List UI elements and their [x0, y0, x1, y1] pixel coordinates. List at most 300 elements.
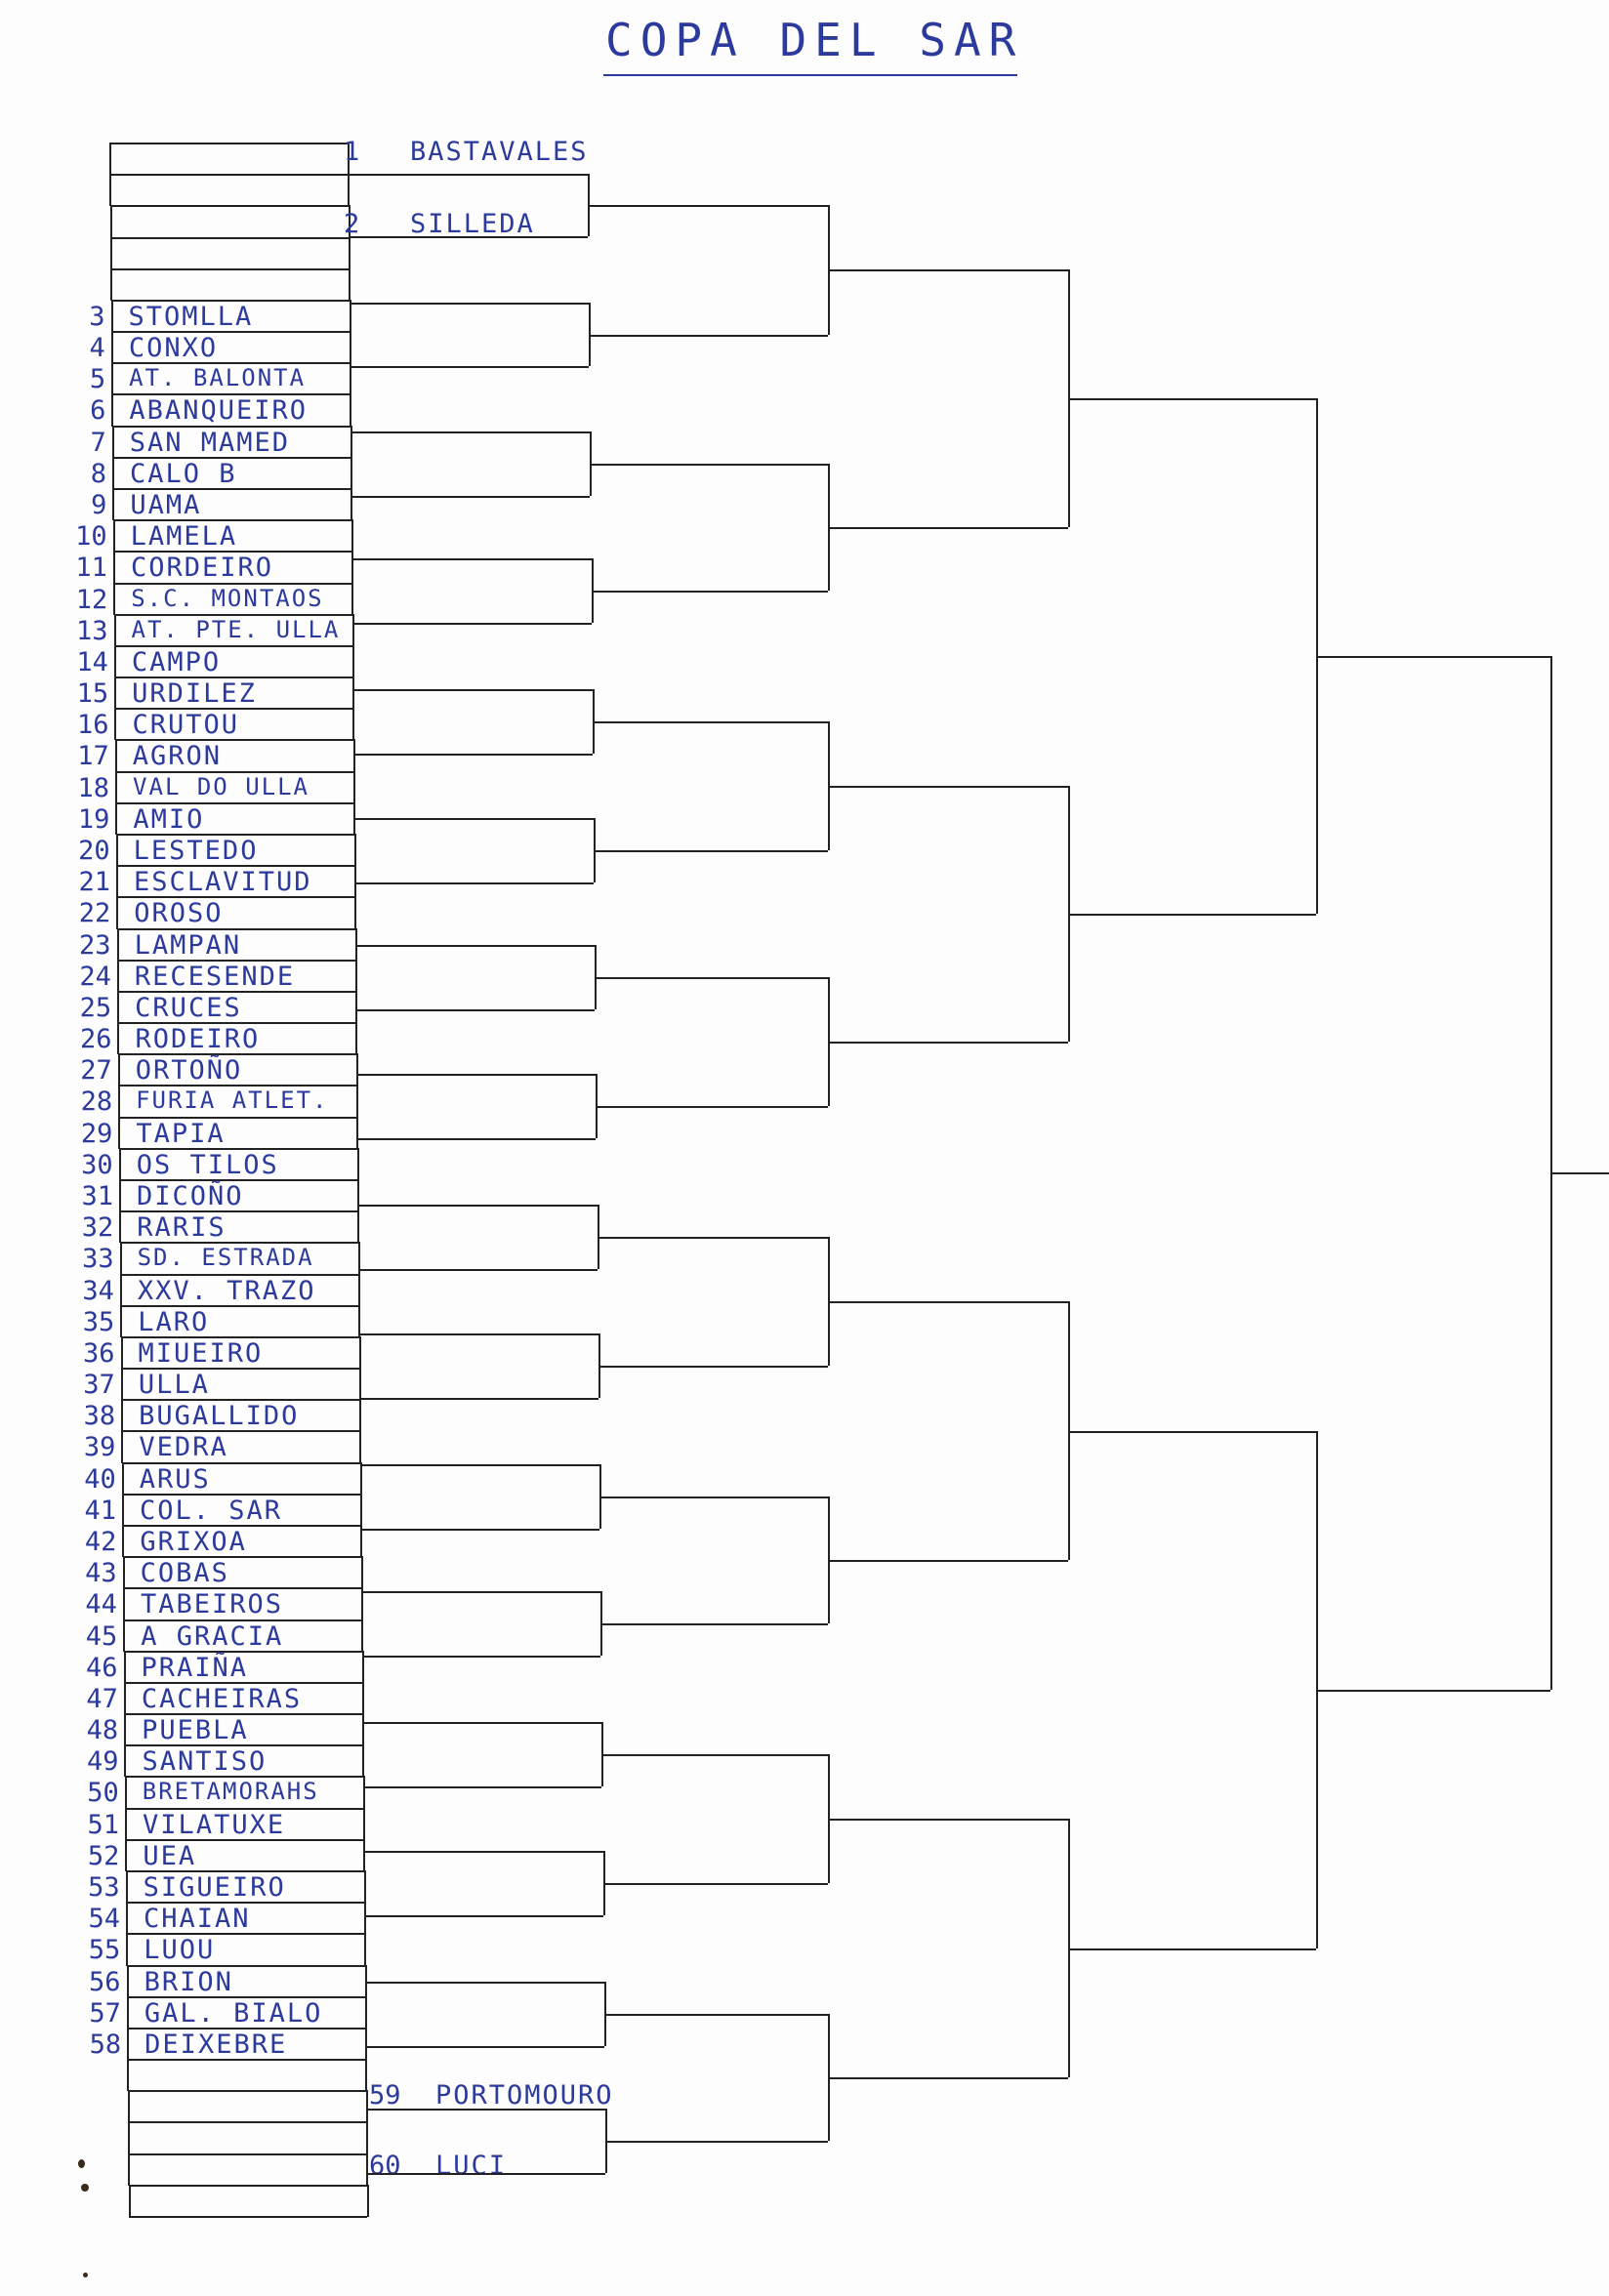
entry-number: 35 [82, 1306, 115, 1337]
grid-left-edge [119, 1210, 121, 1243]
bracket-r1-line [366, 2109, 605, 2111]
bracket-line [828, 2077, 1068, 2079]
entry-number: 49 [86, 1746, 119, 1778]
entry-number: 55 [88, 1935, 121, 1966]
team-name: RECESENDE [134, 961, 296, 992]
entry-number: 16 [76, 710, 109, 741]
bracket-line [601, 1754, 828, 1756]
entry-number: 10 [75, 521, 107, 553]
grid-row-line [128, 2153, 366, 2155]
entry-number: 43 [85, 1558, 117, 1589]
grid-left-edge [121, 1336, 123, 1369]
entry-number: 3 [89, 301, 105, 332]
grid-right-edge [363, 1839, 365, 1871]
team-name: SILLEDA [410, 209, 535, 239]
entry-number: 42 [84, 1527, 117, 1557]
bracket-line [828, 786, 1068, 788]
grid-right-edge [362, 1744, 364, 1777]
entry-number: 34 [82, 1275, 114, 1306]
entry-number: 8 [90, 458, 107, 489]
team-name: PRAIÑA [141, 1652, 249, 1683]
bracket-line [828, 1042, 1068, 1044]
grid-left-edge [114, 645, 116, 677]
team-name: RARIS [137, 1212, 227, 1244]
entry-number: 11 [75, 553, 107, 584]
team-name: LESTEDO [133, 836, 259, 866]
grid-left-edge [112, 426, 114, 458]
bracket-r1-line [360, 1464, 599, 1466]
bracket-r1-line [355, 1009, 595, 1011]
grid-right-edge [360, 1462, 362, 1495]
grid-right-edge [359, 1430, 361, 1462]
page-title: COPA DEL SAR [605, 14, 1024, 66]
entry-number: 53 [88, 1872, 120, 1903]
grid-right-edge [356, 1053, 358, 1086]
grid-right-edge [355, 991, 357, 1023]
grid-left-edge [128, 2090, 130, 2122]
grid-row-line [129, 2216, 367, 2218]
team-name: STOMLLA [128, 301, 254, 332]
bracket-line [592, 591, 828, 593]
grid-left-edge [114, 614, 116, 646]
entry-number: 57 [89, 1997, 121, 2029]
grid-left-edge [121, 1430, 123, 1462]
team-name: COBAS [140, 1558, 229, 1589]
bracket-line [828, 527, 1068, 529]
team-name: FURIA ATLET. [136, 1086, 329, 1115]
paper-mark [83, 2273, 88, 2277]
grid-left-edge [127, 2059, 129, 2091]
grid-left-edge [118, 1053, 120, 1086]
grid-left-edge [114, 676, 116, 709]
grid-right-edge [363, 1776, 365, 1808]
grid-right-edge [367, 2185, 369, 2217]
entry-number: 54 [88, 1904, 120, 1935]
bracket-line [828, 1819, 1068, 1821]
bracket-line [828, 269, 1068, 271]
grid-left-edge [122, 1525, 124, 1557]
bracket-r1-line [350, 303, 590, 305]
grid-left-edge [110, 237, 112, 269]
grid-right-edge [352, 645, 354, 677]
entry-number: 31 [81, 1181, 113, 1211]
grid-right-edge [349, 268, 351, 301]
team-name: CHAIAN [143, 1904, 251, 1935]
entry-number: 41 [84, 1495, 117, 1526]
grid-row-line [110, 237, 349, 239]
bracket-r1-line [348, 174, 588, 176]
bracket-line [828, 1301, 1068, 1303]
team-name: AT. BALONTA [129, 364, 307, 392]
bracket-r1-line [362, 1656, 601, 1658]
bracket-r1-line [365, 1982, 604, 1984]
bracket-r1-line [357, 1138, 597, 1140]
grid-left-edge [120, 1305, 122, 1337]
bracket-r1-line [355, 945, 595, 947]
grid-left-edge [118, 1085, 120, 1117]
grid-left-edge [116, 896, 118, 928]
team-name: LUOU [144, 1935, 216, 1966]
grid-left-edge [117, 928, 119, 961]
entry-number: 60 [369, 2151, 401, 2181]
grid-row-line [128, 2090, 366, 2092]
grid-right-edge [355, 960, 357, 992]
grid-right-edge [351, 519, 353, 552]
grid-right-edge [351, 457, 352, 489]
entry-number: 17 [77, 741, 109, 772]
paper-mark [78, 2159, 85, 2168]
grid-row-line [109, 143, 348, 144]
grid-right-edge [357, 1210, 359, 1243]
bracket-r1-line [359, 1398, 598, 1400]
bracket-line [828, 1560, 1068, 1562]
team-name: CACHEIRAS [141, 1683, 303, 1714]
grid-left-edge [109, 174, 111, 206]
grid-row-line [110, 268, 349, 270]
bracket-line [596, 1106, 828, 1108]
team-name: SD. ESTRADA [137, 1244, 314, 1272]
grid-right-edge [351, 551, 353, 583]
grid-right-edge [353, 771, 355, 803]
team-name: SANTISO [142, 1746, 268, 1778]
bracket-r1-line [365, 2046, 603, 2048]
bracket-r1-line [362, 1722, 601, 1724]
team-name: LARO [138, 1306, 210, 1337]
team-name: ORTOÑO [135, 1055, 243, 1086]
team-name: VAL DO ULLA [133, 772, 309, 800]
team-name: S.C. MONTAOS [131, 584, 324, 612]
grid-row-line [110, 205, 349, 207]
bracket-r1-line [350, 366, 589, 368]
team-name: GAL. BIALO [144, 1997, 323, 2029]
team-name: TAPIA [136, 1118, 226, 1149]
team-name: LUCI [435, 2151, 508, 2181]
grid-left-edge [110, 205, 112, 237]
grid-left-edge [127, 1996, 129, 2029]
team-name: ABANQUEIRO [129, 395, 308, 427]
grid-left-edge [111, 393, 113, 426]
team-name: CAMPO [131, 646, 222, 677]
bracket-final-line [1550, 1172, 1609, 1174]
entry-number: 23 [79, 929, 111, 961]
team-name: ARUS [139, 1463, 211, 1495]
bracket-r1-line [351, 431, 591, 433]
team-name: UAMA [130, 490, 202, 520]
grid-right-edge [357, 1148, 359, 1180]
team-name: AMIO [133, 803, 205, 835]
grid-left-edge [117, 960, 119, 992]
grid-right-edge [364, 1870, 366, 1903]
grid-left-edge [128, 2153, 130, 2186]
grid-right-edge [359, 1368, 361, 1400]
bracket-line [600, 1623, 828, 1625]
grid-left-edge [111, 362, 113, 394]
grid-right-edge [350, 331, 351, 363]
grid-left-edge [115, 771, 117, 803]
grid-right-edge [354, 834, 356, 866]
grid-left-edge [124, 1682, 126, 1714]
bracket-line [605, 2141, 828, 2143]
grid-left-edge [116, 865, 118, 897]
entry-number: 18 [77, 772, 110, 803]
grid-right-edge [366, 2090, 368, 2122]
entry-number: 28 [80, 1086, 113, 1118]
entry-number: 21 [78, 867, 110, 898]
grid-left-edge [112, 457, 114, 489]
grid-left-edge [115, 802, 117, 835]
grid-right-edge [358, 1305, 360, 1337]
bracket-r1-line [361, 1591, 600, 1593]
grid-right-edge [354, 865, 356, 897]
bracket-r1-line [360, 1529, 599, 1531]
entry-number: 48 [86, 1715, 119, 1746]
entry-number: 58 [89, 2029, 122, 2060]
bracket-line [604, 2014, 828, 2016]
bracket-line [594, 850, 828, 852]
grid-left-edge [125, 1808, 127, 1840]
team-name: URDILEZ [132, 678, 257, 710]
team-name: BRION [144, 1966, 233, 1997]
bracket-r1-line [351, 496, 590, 498]
grid-left-edge [111, 300, 113, 332]
title-underline [603, 74, 1017, 76]
team-name: CALO B [130, 458, 237, 489]
team-name: VEDRA [139, 1432, 228, 1463]
bracket-r1-line [363, 1786, 602, 1788]
entry-number: 13 [76, 615, 108, 646]
entry-number: 26 [79, 1024, 112, 1055]
team-name: PORTOMOURO [435, 2080, 614, 2111]
entry-number: 15 [76, 678, 109, 710]
grid-right-edge [362, 1713, 364, 1745]
grid-right-edge [352, 708, 354, 740]
grid-right-edge [361, 1556, 363, 1588]
bracket-line [599, 1496, 828, 1498]
grid-left-edge [119, 1179, 121, 1211]
bracket-line [1316, 656, 1550, 658]
grid-left-edge [117, 1022, 119, 1054]
grid-right-edge [354, 896, 356, 928]
grid-left-edge [119, 1148, 121, 1180]
grid-row-line [129, 2185, 367, 2187]
entry-number: 9 [91, 490, 107, 520]
grid-left-edge [115, 739, 117, 771]
grid-right-edge [351, 583, 353, 615]
grid-left-edge [126, 1870, 128, 1903]
team-name: CORDEIRO [130, 553, 273, 584]
entry-number: 59 [369, 2080, 401, 2111]
grid-left-edge [129, 2185, 131, 2217]
entry-number: 6 [90, 395, 106, 427]
team-name: ULLA [138, 1370, 210, 1401]
bracket-r1-line [363, 1851, 602, 1853]
entry-number: 7 [90, 427, 106, 458]
entry-number: 33 [82, 1244, 114, 1275]
grid-right-edge [364, 1933, 366, 1965]
team-name: CONXO [128, 333, 219, 364]
grid-left-edge [128, 2121, 130, 2153]
entry-number: 39 [83, 1432, 116, 1463]
entry-number: 44 [85, 1589, 117, 1620]
entry-number: 20 [78, 836, 110, 866]
grid-row-line [128, 2121, 366, 2123]
team-name: RODEIRO [135, 1024, 261, 1055]
grid-right-edge [356, 1117, 358, 1149]
entry-number: 45 [85, 1620, 118, 1652]
grid-left-edge [124, 1713, 126, 1745]
bracket-line [1068, 1431, 1316, 1433]
grid-left-edge [113, 519, 115, 552]
grid-left-edge [123, 1620, 125, 1652]
grid-right-edge [365, 1996, 367, 2029]
entry-number: 38 [83, 1401, 116, 1432]
team-name: TABEIROS [140, 1589, 283, 1620]
bracket-line [1068, 398, 1316, 400]
team-name: VILATUXE [143, 1809, 286, 1840]
entry-number: 37 [83, 1370, 115, 1401]
bracket-r1-line [349, 236, 588, 238]
bracket-line [1316, 1690, 1550, 1692]
entry-number: 40 [84, 1463, 116, 1495]
grid-right-edge [359, 1336, 361, 1369]
grid-left-edge [113, 583, 115, 615]
grid-right-edge [359, 1399, 361, 1431]
bracket-r1-line [367, 2173, 605, 2175]
paper-mark [81, 2184, 89, 2192]
grid-left-edge [126, 1902, 128, 1934]
grid-right-edge [357, 1179, 359, 1211]
team-name: SAN MAMED [129, 427, 291, 458]
grid-right-edge [353, 739, 355, 771]
team-name: OS TILOS [136, 1149, 279, 1180]
team-name: BASTAVALES [410, 137, 589, 167]
team-name: AT. PTE. ULLA [131, 615, 341, 643]
team-name: MIUEIRO [138, 1337, 264, 1369]
team-name: LAMELA [130, 521, 238, 553]
grid-left-edge [117, 991, 119, 1023]
grid-left-edge [114, 708, 116, 740]
bracket-r1-line [357, 1205, 597, 1207]
team-name: OROSO [134, 898, 224, 929]
entry-number: 4 [89, 333, 105, 364]
bracket-line [598, 1366, 828, 1368]
entry-number: 30 [81, 1149, 113, 1180]
entry-number: 36 [82, 1337, 115, 1369]
grid-right-edge [351, 488, 352, 520]
team-name: BRETAMORAHS [142, 1778, 319, 1806]
grid-right-edge [355, 1022, 357, 1054]
grid-left-edge [122, 1494, 124, 1526]
grid-right-edge [352, 614, 354, 646]
team-name: SIGUEIRO [143, 1872, 286, 1903]
bracket-r1-line [351, 558, 592, 560]
grid-left-edge [123, 1587, 125, 1620]
team-name: XXV. TRAZO [137, 1275, 316, 1306]
entry-number: 27 [80, 1055, 112, 1086]
team-name: CRUCES [135, 992, 242, 1023]
entry-number: 51 [87, 1809, 120, 1840]
bracket-line [603, 1883, 828, 1885]
bracket-r1-line [353, 754, 593, 756]
team-name: A GRACIA [141, 1620, 284, 1652]
entry-number: 25 [79, 992, 112, 1023]
grid-left-edge [118, 1117, 120, 1149]
team-name: DICOÑO [137, 1181, 244, 1211]
grid-right-edge [351, 426, 352, 458]
entry-number: 14 [76, 646, 108, 677]
grid-left-edge [109, 143, 111, 175]
entry-number: 12 [75, 584, 108, 615]
grid-right-edge [364, 1902, 366, 1934]
team-name: DEIXEBRE [144, 2029, 288, 2060]
grid-left-edge [122, 1462, 124, 1495]
entry-number: 50 [87, 1778, 119, 1809]
entry-number: 46 [86, 1652, 118, 1683]
entry-number: 19 [77, 803, 110, 835]
grid-right-edge [356, 1085, 358, 1117]
grid-right-edge [350, 393, 351, 426]
bracket-line [598, 1237, 828, 1239]
entry-number: 2 [344, 209, 360, 239]
bracket-r1-line [364, 1915, 603, 1917]
grid-right-edge [360, 1494, 362, 1526]
grid-left-edge [124, 1651, 126, 1683]
team-name: UEA [143, 1840, 197, 1871]
bracket-line [590, 464, 828, 466]
grid-right-edge [362, 1682, 364, 1714]
grid-left-edge [125, 1776, 127, 1808]
grid-left-edge [112, 488, 114, 520]
bracket-line [589, 335, 828, 337]
bracket-r1-line [352, 623, 592, 625]
team-name: COL. SAR [140, 1495, 283, 1526]
grid-left-edge [127, 2028, 129, 2060]
bracket-line [1068, 1948, 1316, 1950]
bracket-r1-line [354, 818, 594, 820]
grid-left-edge [125, 1839, 127, 1871]
grid-left-edge [124, 1744, 126, 1777]
entry-number: 29 [80, 1118, 113, 1149]
grid-left-edge [121, 1399, 123, 1431]
team-name: BUGALLIDO [139, 1401, 300, 1432]
bracket-line [593, 721, 828, 723]
team-name: GRIXOA [140, 1527, 247, 1557]
bracket-line [595, 977, 828, 979]
grid-left-edge [127, 1965, 129, 1997]
grid-left-edge [123, 1556, 125, 1588]
entry-number: 56 [89, 1966, 121, 1997]
grid-right-edge [349, 237, 351, 269]
grid-left-edge [126, 1933, 128, 1965]
team-name: PUEBLA [142, 1715, 249, 1746]
team-name: AGRON [132, 741, 223, 772]
grid-left-edge [110, 268, 112, 301]
grid-right-edge [358, 1274, 360, 1306]
team-name: LAMPAN [134, 929, 242, 961]
grid-right-edge [363, 1808, 365, 1840]
grid-right-edge [365, 2059, 367, 2091]
team-name: CRUTOU [132, 710, 239, 741]
entry-number: 47 [86, 1683, 118, 1714]
grid-right-edge [365, 2028, 367, 2060]
entry-number: 22 [78, 898, 111, 929]
entry-number: 1 [344, 137, 360, 167]
grid-right-edge [352, 676, 354, 709]
grid-left-edge [111, 331, 113, 363]
entry-number: 5 [89, 364, 106, 395]
entry-number: 32 [81, 1212, 114, 1244]
bracket-r1-line [358, 1333, 598, 1335]
